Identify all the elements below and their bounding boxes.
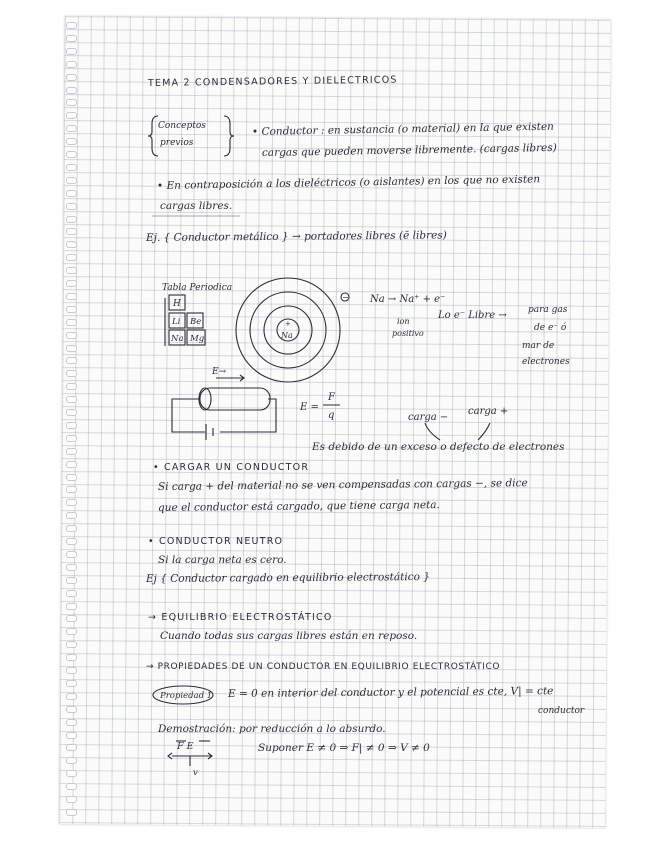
binding-hole (66, 48, 77, 55)
binding-hole (66, 357, 77, 364)
propiedades-heading: → PROPIEDADES DE UN CONDUCTOR EN EQUILIBRIO ELECTROSTÁTICO (146, 662, 501, 672)
gas-note-4: electrones (522, 357, 570, 367)
binding-hole (66, 267, 77, 274)
binding-hole (66, 603, 77, 610)
binding-hole (66, 293, 77, 300)
efield-label: E→ (212, 367, 227, 377)
cell-h-label: H (173, 299, 181, 309)
binding-hole (66, 435, 77, 442)
binding-hole (66, 461, 77, 468)
binding-hole (66, 693, 77, 700)
binding-hole (66, 809, 77, 816)
equilibrio-line: Cuando todas sus cargas libres están en reposo. (160, 630, 418, 642)
binding-hole (66, 706, 77, 713)
cell-li-label: Li (172, 317, 181, 327)
binding-hole (66, 551, 77, 558)
binding-hole (66, 383, 77, 390)
binding-hole (66, 280, 77, 287)
binding-hole (66, 680, 77, 687)
binding-hole (66, 654, 77, 661)
binding-hole (66, 345, 77, 352)
contraposicion-1: • En contraposición a los dieléctricos (o aislantes) en los que no existen (156, 173, 541, 192)
free-electron-label: Lo e⁻ Libre → (438, 310, 507, 321)
binding-hole (66, 190, 77, 197)
nucleus-label: Na (281, 331, 293, 340)
ionization-reaction: Na → Na⁺ + e⁻ (370, 294, 446, 305)
field-eq-denominator: q (328, 410, 335, 421)
carga-plus-label: carga + (468, 406, 509, 417)
binding-hole (66, 590, 77, 597)
conductor-definition-1: • Conductor : en sustancia (o material) en la que existen (251, 120, 554, 138)
binding-hole (66, 35, 77, 42)
binding-hole (66, 254, 77, 261)
binding-hole (66, 138, 77, 145)
demostracion-equation: Suponer E ≠ 0 ⇒ F| ≠ 0 ⇒ V ≠ 0 (258, 742, 430, 754)
previos-label-2: previos (160, 138, 194, 148)
binding-hole (66, 732, 77, 739)
demo-vectors: F E (177, 741, 194, 752)
cargar-line-2: que el conductor está cargado, que tiene carga neta. (157, 499, 440, 514)
propiedad-badge-label: Propiedad 1 (160, 691, 213, 701)
binding-hole (66, 99, 77, 106)
binding-hole (66, 796, 77, 803)
neutro-example: Ej { Conductor cargado en equilibrio electrostático } (145, 571, 430, 585)
binding-hole (66, 396, 77, 403)
binding-hole (66, 422, 77, 429)
binding-hole (66, 757, 77, 764)
binding-hole (66, 228, 77, 235)
binding-hole (66, 241, 77, 248)
carga-minus-label: carga − (408, 412, 449, 423)
demo-velocity: v (193, 768, 198, 778)
binding-hole (66, 61, 77, 68)
cell-na-label: Na (171, 334, 184, 344)
binding-hole (66, 564, 77, 571)
binding-hole (66, 203, 77, 210)
binding-hole (66, 409, 77, 416)
cell-mg-label: Mg (190, 334, 205, 344)
ion-label-2: positivo (392, 329, 424, 338)
cell-be-label: Be (190, 317, 202, 327)
binding-hole (66, 783, 77, 790)
binding-hole (66, 538, 77, 545)
gas-note-1: para gas (528, 305, 568, 315)
binding-hole (66, 151, 77, 158)
binding-hole (66, 87, 77, 94)
electron-sign: − (342, 293, 349, 302)
binding-hole (66, 525, 77, 532)
binding-hole (66, 486, 77, 493)
cargar-line-1: Si carga + del material no se ven compensadas con cargas −, se dice (157, 477, 528, 493)
ion-label-1: ion (397, 317, 410, 326)
binding-hole (66, 770, 77, 777)
notebook-paper (59, 16, 611, 828)
cargar-heading: • CARGAR UN CONDUCTOR (153, 462, 310, 473)
binding-hole (66, 719, 77, 726)
conductor-definition-2: cargas que pueden moverse libremente. (cargas libres) (261, 141, 557, 159)
tabla-title: Tabla Periodica (162, 283, 233, 293)
binding-hole (66, 370, 77, 377)
binding-hole (66, 125, 77, 132)
binding-hole (66, 177, 77, 184)
binding-hole (66, 474, 77, 481)
propiedad-1-subscript: conductor (538, 706, 585, 716)
binding-hole (66, 744, 77, 751)
field-eq-numerator: F (328, 392, 335, 403)
contraposicion-2: cargas libres. (160, 200, 233, 212)
binding-hole (66, 306, 77, 313)
binding-hole (66, 667, 77, 674)
binding-hole (66, 499, 77, 506)
gas-note-3: mar de (522, 341, 555, 351)
propiedad-1-statement: E = 0 en interior del conductor y el potencial es cte, V| = cte (227, 685, 554, 700)
nucleus-charge: + (285, 320, 291, 328)
binding-hole (66, 216, 77, 223)
binding-hole (66, 164, 77, 171)
neutro-line: Si la carga neta es cero. (158, 554, 287, 566)
gas-note-2: de e⁻ ó (534, 323, 567, 333)
binding-hole (66, 448, 77, 455)
binding-hole (66, 615, 77, 622)
example-metal: Ej. { Conductor metálico } → portadores libres (ē libres) (145, 229, 447, 244)
equilibrio-heading: → EQUILIBRIO ELECTROSTÁTICO (148, 612, 333, 623)
neutro-heading: • CONDUCTOR NEUTRO (148, 536, 284, 547)
binding-hole (66, 332, 77, 339)
binding-hole (66, 74, 77, 81)
binding-hole (66, 512, 77, 519)
field-eq-lhs: E = (300, 402, 319, 413)
spiral-binding (66, 22, 84, 822)
exceso-defecto-note: Es debido de un exceso o defecto de electrones (312, 441, 565, 453)
binding-hole (66, 628, 77, 635)
previos-label-1: Conceptos (158, 121, 206, 131)
binding-hole (66, 22, 77, 29)
demostracion-line: Demostración: por reducción a lo absurdo. (158, 723, 386, 735)
binding-hole (66, 641, 77, 648)
binding-hole (66, 577, 77, 584)
binding-hole (66, 319, 77, 326)
page-title: TEMA 2 CONDENSADORES Y DIELECTRICOS (147, 74, 398, 89)
binding-hole (66, 112, 77, 119)
